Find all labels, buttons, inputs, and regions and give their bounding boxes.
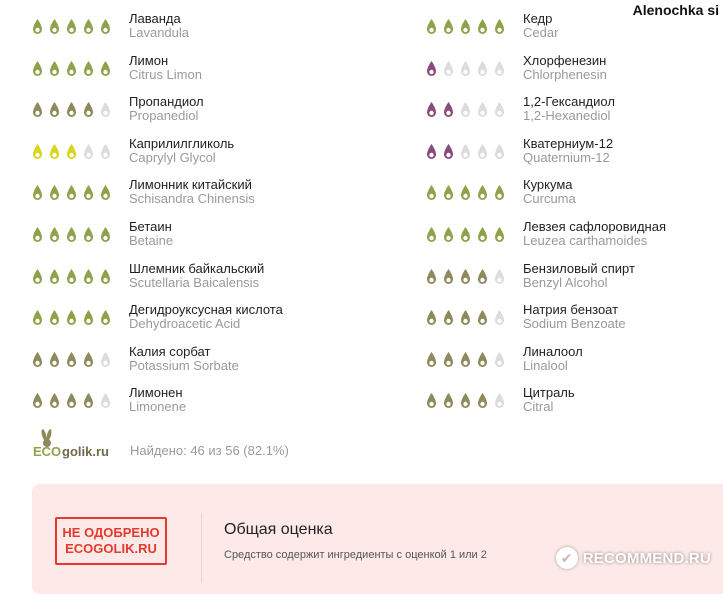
rating-drop-icon (47, 226, 62, 244)
rating-drop-icon (81, 18, 96, 36)
found-count: Найдено: 46 из 56 (82.1%) (130, 443, 289, 458)
ingredient-name: Дегидроуксусная кислота (129, 302, 283, 318)
rating-drop-icon (475, 101, 490, 119)
rating-drop-icon (475, 226, 490, 244)
rating-drop-icon (64, 18, 79, 36)
rating-drop-icon (64, 268, 79, 286)
ingredient-latin-name: Potassium Sorbate (129, 357, 239, 373)
svg-text:golik.ru: golik.ru (62, 444, 109, 459)
rating-drop-icon (475, 60, 490, 78)
recommend-logo-icon: ✔ (556, 547, 578, 569)
ingredient-name: Левзея сафлоровидная (523, 218, 666, 234)
rating-drop-icon (441, 351, 456, 369)
ingredient-latin-name: Benzyl Alcohol (523, 274, 608, 290)
ingredient-name: 1,2-Гександиол (523, 94, 615, 110)
ingredient-name: Цитраль (523, 385, 575, 401)
recommend-watermark: ✔ RECOMMEND.RU (556, 547, 711, 569)
rating-drop-icon (458, 351, 473, 369)
ingredient-item[interactable] (424, 343, 723, 385)
ingredient-latin-name: Betaine (129, 232, 174, 248)
ingredient-name: Кедр (523, 11, 553, 26)
rating-drop-icon (441, 18, 456, 36)
rating-drop-icon (441, 268, 456, 286)
rating-drop-icon (492, 268, 507, 286)
rating-drop-icon (81, 101, 96, 119)
rating-drop-icon (424, 268, 439, 286)
rating-drop-icon (47, 143, 62, 161)
rating-drop-icon (441, 392, 456, 410)
rating-drop-icon (81, 268, 96, 286)
rating-drop-icon (30, 101, 45, 119)
rating-drop-icon (458, 143, 473, 161)
ingredient-item[interactable] (30, 218, 360, 260)
ingredient-item[interactable] (424, 218, 723, 260)
ingredient-item[interactable] (424, 52, 723, 94)
rating-drop-icon (492, 184, 507, 202)
rating-drop-icon (475, 351, 490, 369)
ingredient-item[interactable] (30, 52, 360, 94)
ingredient-latin-name: Propanediol (129, 108, 199, 124)
not-approved-stamp: НЕ ОДОБРЕНО ECOGOLIK.RU (55, 517, 167, 565)
rating-drop-icon (492, 226, 507, 244)
rating-drop-icon (30, 392, 45, 410)
rating-drop-icon (458, 226, 473, 244)
rating-drop-icon (441, 60, 456, 78)
ingredient-item[interactable] (30, 343, 360, 385)
rating-drop-icon (47, 60, 62, 78)
ingredient-item[interactable] (424, 93, 723, 135)
rating-drop-icon (424, 101, 439, 119)
rating-drop-icon (30, 309, 45, 327)
rating-drop-icon (458, 309, 473, 327)
rating-drop-icon (458, 101, 473, 119)
ingredient-list-right (424, 10, 723, 426)
ingredient-item[interactable] (30, 301, 360, 343)
rating-drop-icon (64, 143, 79, 161)
rating-drop-icon (98, 226, 113, 244)
rating-drop-icon (441, 226, 456, 244)
rating-drop-icon (64, 351, 79, 369)
rating-drop-icon (424, 392, 439, 410)
rating-drop-icon (64, 309, 79, 327)
rating-drop-icon (492, 18, 507, 36)
username[interactable]: Alenochka si (632, 2, 719, 18)
rating-drop-icon (441, 184, 456, 202)
rating-drop-icon (458, 184, 473, 202)
ingredient-latin-name: 1,2-Hexanediol (523, 108, 611, 124)
ingredient-item[interactable] (424, 260, 723, 302)
ingredient-item[interactable] (30, 10, 360, 52)
rating-drop-icon (424, 18, 439, 36)
rating-drop-icon (98, 184, 113, 202)
rating-drop-icon (81, 184, 96, 202)
rating-drop-icon (98, 18, 113, 36)
rating-drop-icon (458, 60, 473, 78)
rating-drop-icon (424, 226, 439, 244)
ingredient-latin-name: Caprylyl Glycol (129, 149, 216, 165)
rating-drop-icon (475, 18, 490, 36)
rating-drop-icon (492, 309, 507, 327)
rating-drop-icon (47, 309, 62, 327)
ingredient-item[interactable] (424, 176, 723, 218)
rating-drop-icon (81, 351, 96, 369)
rating-drop-icon (424, 351, 439, 369)
rating-drop-icon (64, 60, 79, 78)
rating-drop-icon (98, 143, 113, 161)
rating-drop-icon (81, 60, 96, 78)
ingredient-name: Куркума (523, 177, 573, 193)
ingredient-item[interactable] (424, 10, 723, 52)
rating-drop-icon (441, 309, 456, 327)
rating-drop-icon (475, 309, 490, 327)
rating-drop-icon (475, 143, 490, 161)
ingredient-name: Бетаин (129, 218, 172, 234)
rating-drop-icon (458, 18, 473, 36)
ingredient-item[interactable] (30, 135, 360, 177)
ingredient-item[interactable] (30, 384, 360, 426)
ingredient-item[interactable] (30, 93, 360, 135)
ingredient-item[interactable] (424, 301, 723, 343)
ingredient-item[interactable] (30, 176, 360, 218)
ingredient-name: Хлорфенезин (523, 52, 607, 68)
ingredient-name: Бензиловый спирт (523, 260, 635, 276)
rating-drop-icon (64, 184, 79, 202)
rating-drop-icon (458, 392, 473, 410)
rating-drop-icon (424, 143, 439, 161)
rating-drop-icon (424, 60, 439, 78)
ecogolik-logo[interactable] (33, 428, 117, 460)
rating-drop-icon (98, 309, 113, 327)
ingredient-latin-name: Dehydroacetic Acid (129, 316, 241, 332)
ingredient-item[interactable] (424, 135, 723, 177)
overall-rating-description: Средство содержит ингредиенты с оценкой 1 или 2 (224, 549, 487, 561)
rating-drop-icon (458, 268, 473, 286)
rating-drop-icon (81, 392, 96, 410)
rating-drop-icon (492, 392, 507, 410)
ingredient-name: Каприлилгликоль (129, 135, 235, 151)
rating-drop-icon (64, 226, 79, 244)
ingredient-latin-name: Schisandra Chinensis (129, 191, 255, 207)
ingredient-name: Кватерниум-12 (523, 135, 614, 151)
rating-drop-icon (47, 392, 62, 410)
rating-drop-icon (81, 226, 96, 244)
rating-drop-icon (47, 268, 62, 286)
ingredient-item[interactable] (424, 384, 723, 426)
rating-drop-icon (64, 101, 79, 119)
rating-drop-icon (475, 392, 490, 410)
ingredient-latin-name: Leuzea carthamoides (523, 232, 648, 248)
ingredient-name: Калия сорбат (129, 343, 211, 359)
rating-drop-icon (98, 351, 113, 369)
overall-rating-title: Общая оценка (224, 521, 333, 538)
ingredient-latin-name: Cedar (523, 25, 559, 40)
rating-drop-icon (30, 184, 45, 202)
rating-drop-icon (492, 143, 507, 161)
ingredient-name: Натрия бензоат (523, 302, 619, 318)
ingredient-latin-name: Linalool (523, 357, 568, 373)
ingredient-name: Линалоол (523, 343, 583, 359)
summary-panel (32, 484, 723, 594)
ingredient-latin-name: Scutellaria Baicalensis (129, 274, 260, 290)
rating-drop-icon (424, 309, 439, 327)
ingredient-name: Пропандиол (129, 94, 204, 110)
rating-drop-icon (475, 268, 490, 286)
rating-drop-icon (475, 184, 490, 202)
ingredient-latin-name: Limonene (129, 399, 187, 415)
divider (201, 513, 202, 583)
rating-drop-icon (441, 101, 456, 119)
rating-drop-icon (492, 60, 507, 78)
rating-drop-icon (492, 351, 507, 369)
rating-drop-icon (47, 351, 62, 369)
rating-drop-icon (30, 268, 45, 286)
ingredient-latin-name: Citrus Limon (129, 66, 202, 82)
ingredient-latin-name: Curcuma (523, 191, 576, 207)
ingredient-latin-name: Sodium Benzoate (523, 316, 626, 332)
ingredient-name: Лимонник китайский (129, 177, 252, 193)
rating-drop-icon (81, 143, 96, 161)
rating-drop-icon (30, 143, 45, 161)
rating-drop-icon (492, 101, 507, 119)
rating-drop-icon (30, 60, 45, 78)
rating-drop-icon (98, 60, 113, 78)
rating-drop-icon (47, 184, 62, 202)
ingredient-latin-name: Chlorphenesin (523, 66, 607, 82)
ingredient-name: Лимонен (129, 385, 183, 401)
ingredient-name: Лимон (129, 52, 169, 68)
rating-drop-icon (47, 101, 62, 119)
rating-drop-icon (47, 18, 62, 36)
rating-drop-icon (30, 226, 45, 244)
ingredient-latin-name: Citral (523, 399, 554, 415)
ingredient-list-left (30, 10, 360, 426)
rating-drop-icon (98, 392, 113, 410)
ingredient-name: Лаванда (129, 11, 181, 26)
rating-drop-icon (424, 184, 439, 202)
ingredient-latin-name: Quaternium-12 (523, 149, 610, 165)
svg-text:ECO: ECO (33, 444, 62, 459)
rating-drop-icon (30, 351, 45, 369)
ingredient-name: Шлемник байкальский (129, 260, 265, 276)
rating-drop-icon (98, 101, 113, 119)
rating-drop-icon (98, 268, 113, 286)
ingredient-latin-name: Lavandula (129, 25, 189, 40)
rating-drop-icon (81, 309, 96, 327)
ingredient-item[interactable] (30, 260, 360, 302)
rating-drop-icon (441, 143, 456, 161)
rating-drop-icon (30, 18, 45, 36)
rating-drop-icon (64, 392, 79, 410)
